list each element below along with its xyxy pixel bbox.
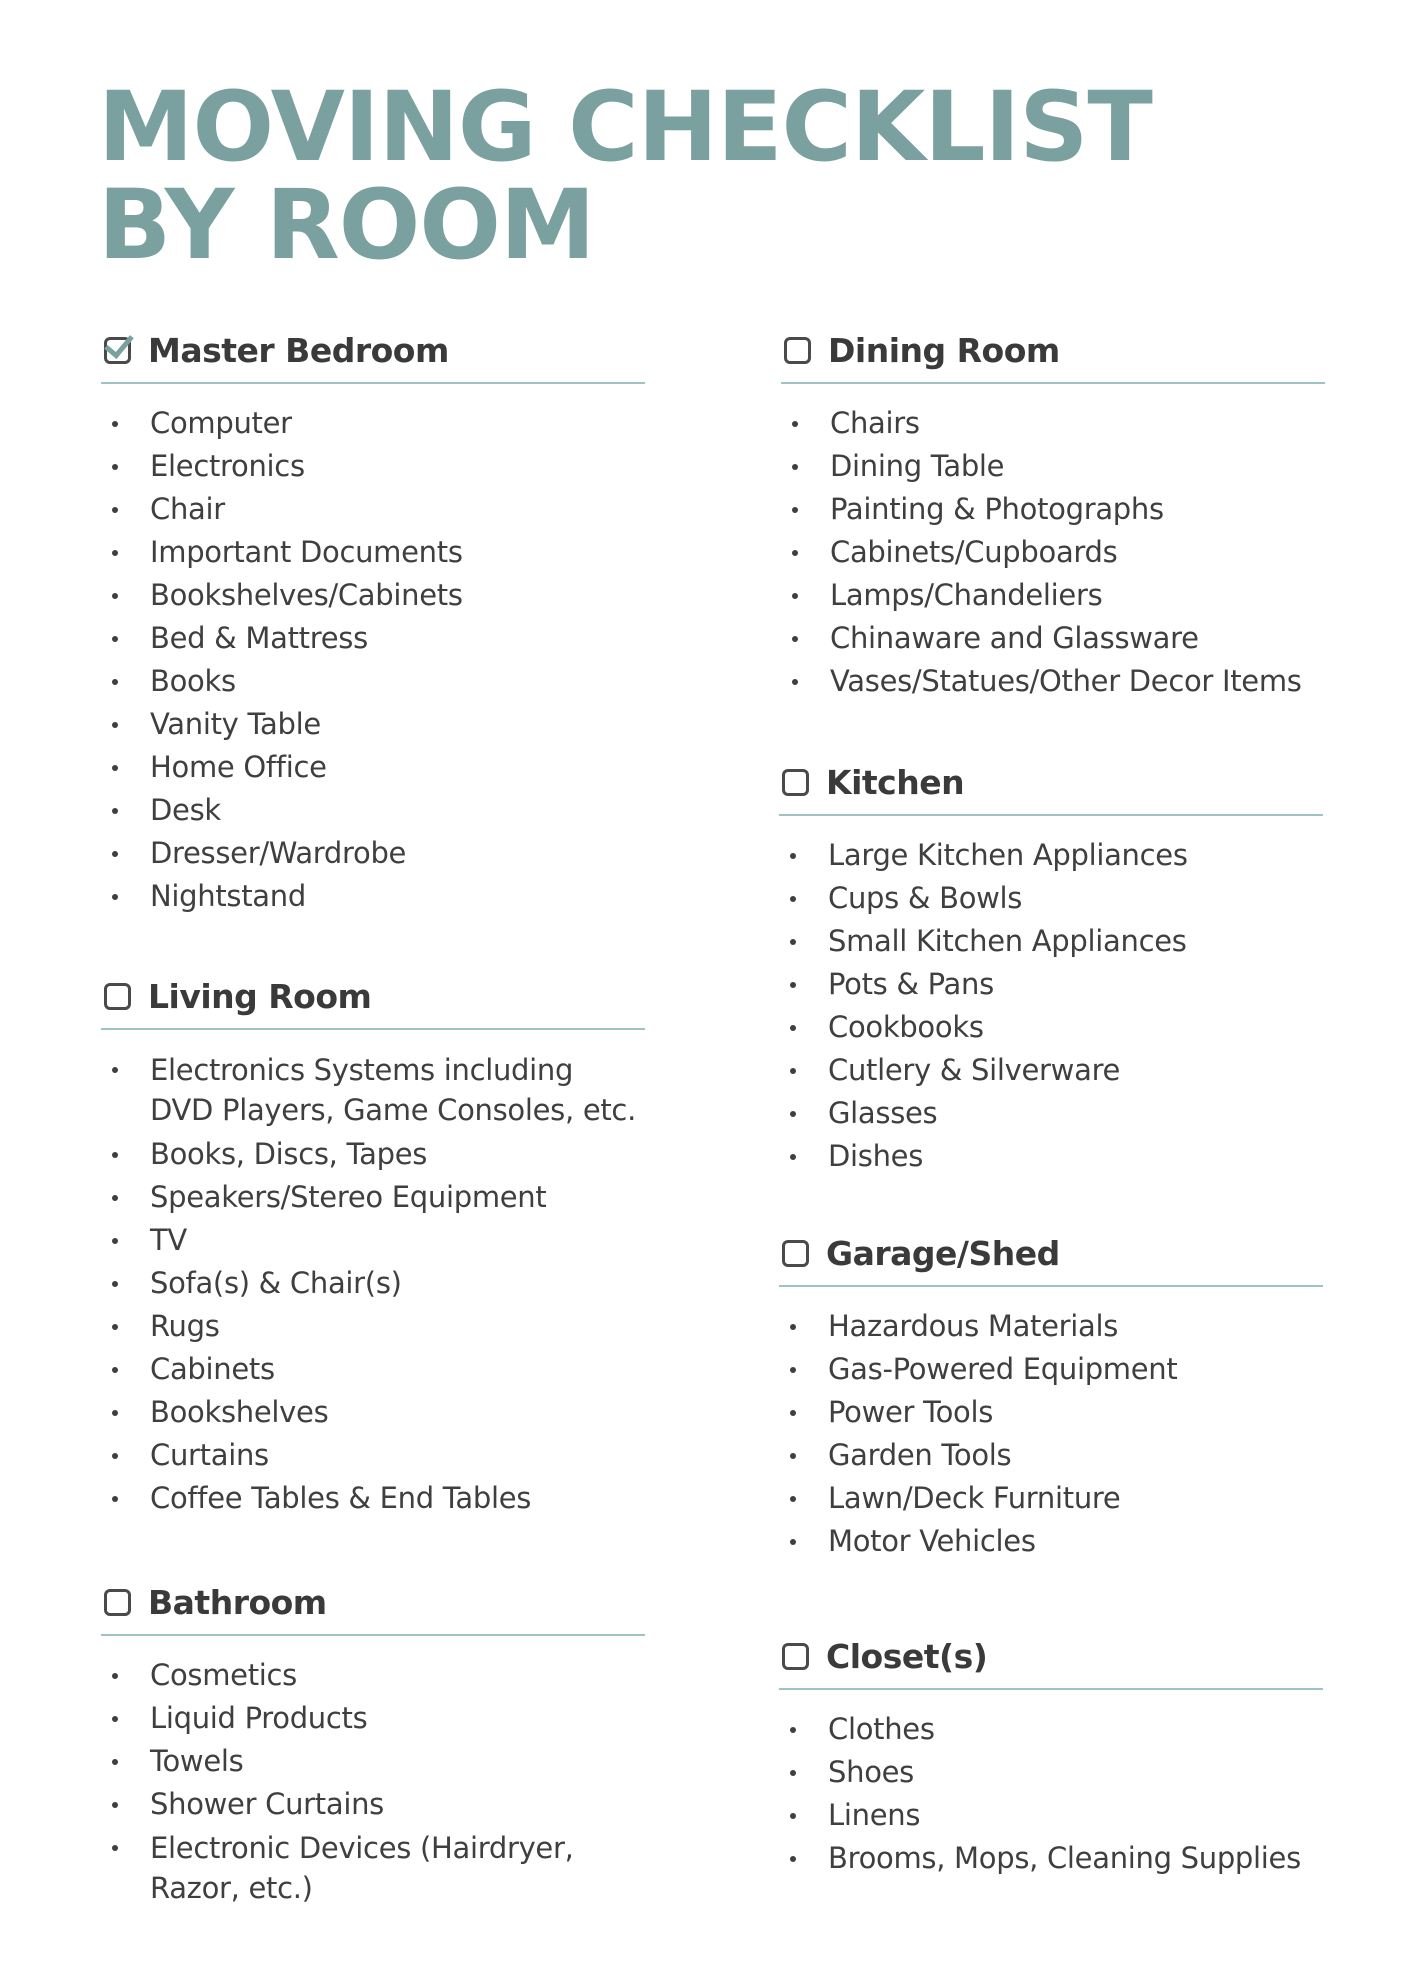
- checkbox-icon[interactable]: [782, 1643, 809, 1670]
- list-item: Bed & Mattress: [101, 617, 645, 660]
- list-item: Towels: [101, 1740, 645, 1783]
- section-title: Dining Room: [828, 330, 1060, 370]
- list-item: Rugs: [101, 1305, 645, 1348]
- list-item: Lamps/Chandeliers: [781, 574, 1325, 617]
- section-title: Bathroom: [148, 1582, 327, 1622]
- list-item: Brooms, Mops, Cleaning Supplies: [779, 1837, 1323, 1880]
- list-item: Cookbooks: [779, 1006, 1323, 1049]
- section-master-bedroom: [101, 324, 645, 918]
- list-item: Nightstand: [101, 875, 645, 918]
- list-item: Curtains: [101, 1434, 645, 1477]
- section-title: Garage/Shed: [826, 1233, 1060, 1273]
- list-item: Linens: [779, 1794, 1323, 1837]
- list-item: Speakers/Stereo Equipment: [101, 1176, 645, 1219]
- list-item: Bookshelves/Cabinets: [101, 574, 645, 617]
- list-item: Hazardous Materials: [779, 1305, 1323, 1348]
- list-item: Home Office: [101, 746, 645, 789]
- checklist-items: [101, 1030, 645, 1520]
- list-item: Garden Tools: [779, 1434, 1323, 1477]
- list-item: Painting & Photographs: [781, 488, 1325, 531]
- section-header: [779, 756, 1323, 816]
- section-bathroom: [101, 1576, 645, 1911]
- list-item: Motor Vehicles: [779, 1520, 1323, 1563]
- list-item: Glasses: [779, 1092, 1323, 1135]
- section-garage-shed: [779, 1227, 1323, 1563]
- section-title: Closet(s): [826, 1636, 988, 1676]
- checkbox-icon[interactable]: [784, 337, 811, 364]
- section-header: [101, 1576, 645, 1636]
- section-header: [779, 1227, 1323, 1287]
- checklist-items: [101, 1636, 645, 1911]
- section-closets: [779, 1630, 1323, 1880]
- page-title-line2: BY ROOM: [98, 169, 595, 281]
- list-item: Dining Table: [781, 445, 1325, 488]
- list-item: Important Documents: [101, 531, 645, 574]
- list-item: Chair: [101, 488, 645, 531]
- section-title: Living Room: [148, 976, 372, 1016]
- checked-checkbox-icon[interactable]: [104, 337, 131, 364]
- list-item: Shoes: [779, 1751, 1323, 1794]
- list-item: Electronic Devices (Hairdryer, Razor, etc.): [101, 1826, 645, 1911]
- list-item: Gas-Powered Equipment: [779, 1348, 1323, 1391]
- page-title-line1: MOVING CHECKLIST: [98, 71, 1152, 183]
- checkbox-icon[interactable]: [782, 1240, 809, 1267]
- list-item: Desk: [101, 789, 645, 832]
- list-item: Bookshelves: [101, 1391, 645, 1434]
- checklist-items: [779, 1287, 1323, 1563]
- checkbox-icon[interactable]: [104, 1589, 131, 1616]
- checklist-items: [781, 384, 1325, 703]
- list-item: Pots & Pans: [779, 963, 1323, 1006]
- list-item: Vanity Table: [101, 703, 645, 746]
- list-item: Sofa(s) & Chair(s): [101, 1262, 645, 1305]
- list-item: Books, Discs, Tapes: [101, 1133, 645, 1176]
- list-item: Cabinets/Cupboards: [781, 531, 1325, 574]
- page-title: [98, 71, 1152, 281]
- section-header: [779, 1630, 1323, 1690]
- list-item: Electronics Systems including DVD Players, Game Consoles, etc.: [101, 1048, 645, 1133]
- list-item: Dishes: [779, 1135, 1323, 1178]
- section-dining-room: [781, 324, 1325, 703]
- list-item: TV: [101, 1219, 645, 1262]
- list-item: Power Tools: [779, 1391, 1323, 1434]
- section-title: Master Bedroom: [148, 330, 449, 370]
- list-item: Chairs: [781, 402, 1325, 445]
- checkbox-icon[interactable]: [104, 983, 131, 1010]
- list-item: Books: [101, 660, 645, 703]
- list-item: Dresser/Wardrobe: [101, 832, 645, 875]
- list-item: Clothes: [779, 1708, 1323, 1751]
- section-kitchen: [779, 756, 1323, 1178]
- list-item: Large Kitchen Appliances: [779, 834, 1323, 877]
- list-item: Cups & Bowls: [779, 877, 1323, 920]
- list-item: Lawn/Deck Furniture: [779, 1477, 1323, 1520]
- section-title: Kitchen: [826, 762, 965, 802]
- section-header: [101, 324, 645, 384]
- section-living-room: [101, 970, 645, 1520]
- checklist-items: [779, 1690, 1323, 1880]
- list-item: Chinaware and Glassware: [781, 617, 1325, 660]
- list-item: Small Kitchen Appliances: [779, 920, 1323, 963]
- list-item: Coffee Tables & End Tables: [101, 1477, 645, 1520]
- list-item: Cutlery & Silverware: [779, 1049, 1323, 1092]
- checkbox-icon[interactable]: [782, 769, 809, 796]
- list-item: Electronics: [101, 445, 645, 488]
- checklist-items: [101, 384, 645, 918]
- list-item: Computer: [101, 402, 645, 445]
- section-header: [781, 324, 1325, 384]
- list-item: Vases/Statues/Other Decor Items: [781, 660, 1325, 703]
- section-header: [101, 970, 645, 1030]
- list-item: Cabinets: [101, 1348, 645, 1391]
- list-item: Cosmetics: [101, 1654, 645, 1697]
- checklist-items: [779, 816, 1323, 1178]
- list-item: Shower Curtains: [101, 1783, 645, 1826]
- list-item: Liquid Products: [101, 1697, 645, 1740]
